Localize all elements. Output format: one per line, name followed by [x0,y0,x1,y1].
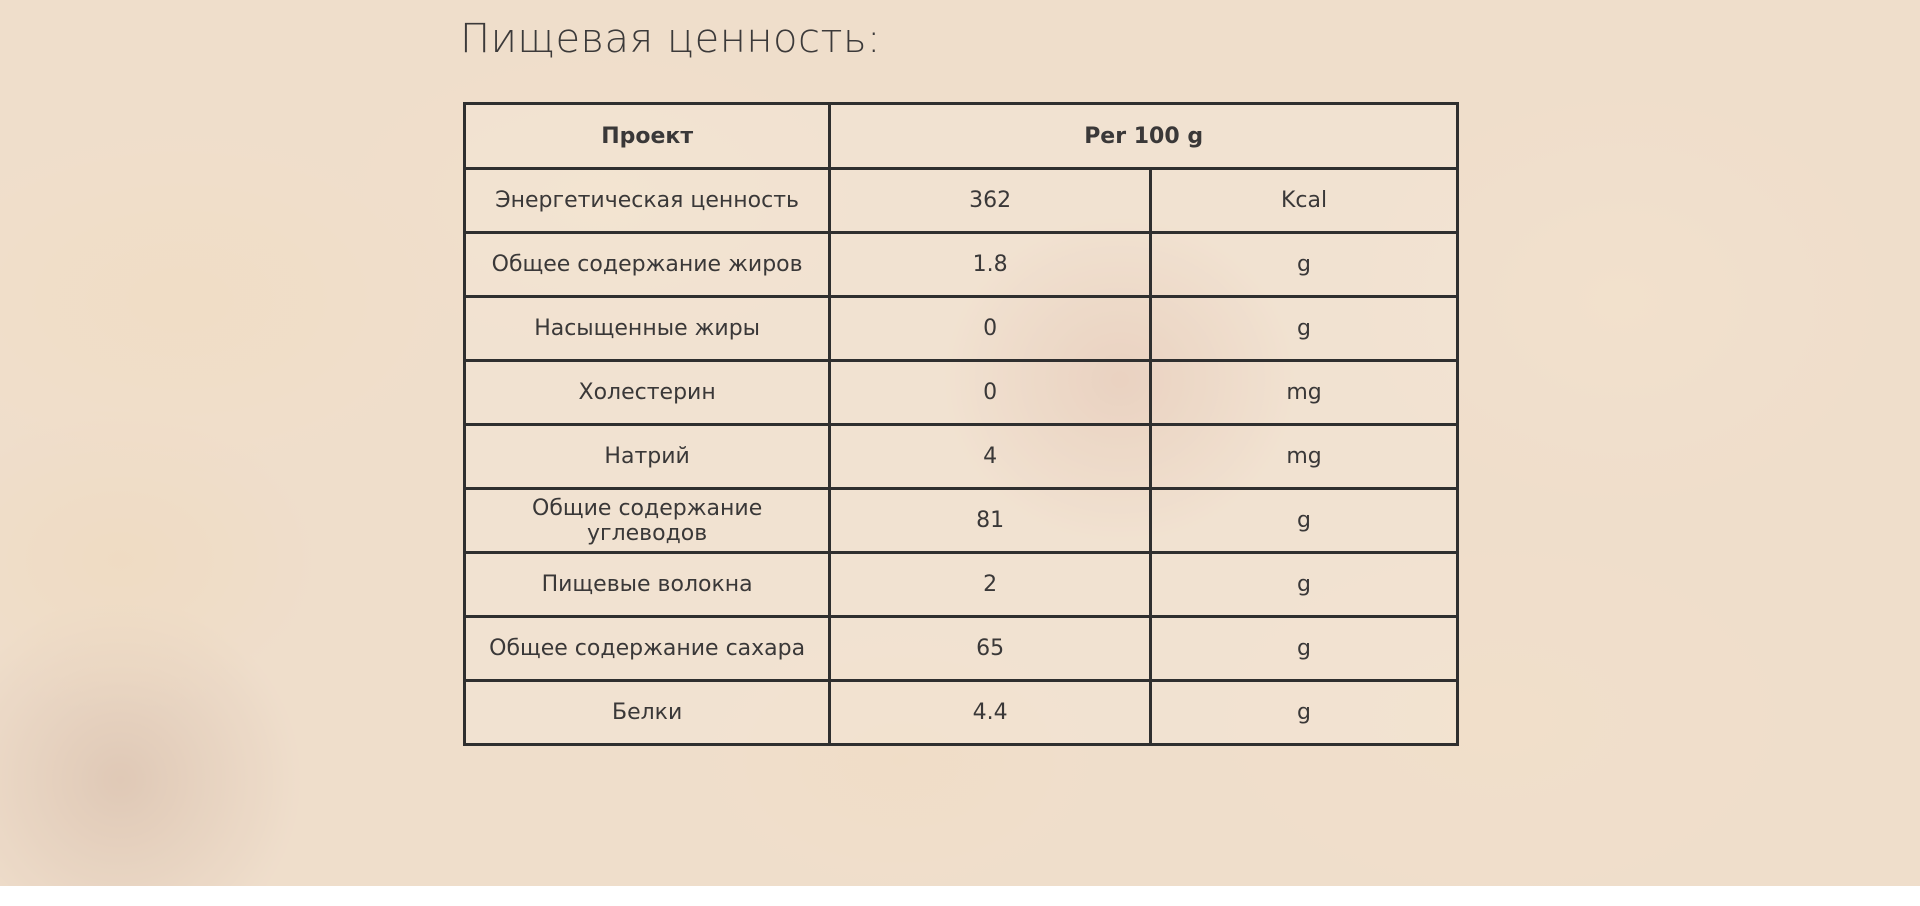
table-row [465,553,1458,617]
table-row [465,169,1458,233]
nutrient-name: Общие содержание углеводов [465,489,830,553]
table-row [465,425,1458,489]
table-row [465,297,1458,361]
nutrient-name: Общее содержание сахара [465,617,830,681]
nutrient-unit: Kcal [1151,169,1458,233]
nutrient-unit: mg [1151,361,1458,425]
nutrient-value: 362 [830,169,1151,233]
nutrient-name: Натрий [465,425,830,489]
nutrient-name: Пищевые волокна [465,553,830,617]
nutrient-unit: g [1151,681,1458,745]
table-row [465,681,1458,745]
nutrient-unit: g [1151,553,1458,617]
nutrition-table [463,102,1459,746]
table-row [465,617,1458,681]
nutrient-unit: g [1151,489,1458,553]
nutrient-name: Энергетическая ценность [465,169,830,233]
nutrient-unit: g [1151,297,1458,361]
nutrient-unit: g [1151,233,1458,297]
nutrient-unit: mg [1151,425,1458,489]
nutrient-value: 81 [830,489,1151,553]
nutrient-value: 4 [830,425,1151,489]
nutrient-value: 4.4 [830,681,1151,745]
nutrient-name: Белки [465,681,830,745]
nutrient-value: 2 [830,553,1151,617]
nutrient-value: 0 [830,297,1151,361]
nutrient-name: Холестерин [465,361,830,425]
table-row [465,361,1458,425]
nutrient-unit: g [1151,617,1458,681]
nutrient-value: 0 [830,361,1151,425]
header-item: Проект [465,104,830,169]
table-row [465,489,1458,553]
nutrient-name: Общее содержание жиров [465,233,830,297]
header-per-100g: Per 100 g [830,104,1458,169]
nutrient-name: Насыщенные жиры [465,297,830,361]
nutrient-value: 1.8 [830,233,1151,297]
table-row [465,233,1458,297]
nutrient-value: 65 [830,617,1151,681]
table-header-row [465,104,1458,169]
section-title: Пищевая ценность: [460,16,881,62]
